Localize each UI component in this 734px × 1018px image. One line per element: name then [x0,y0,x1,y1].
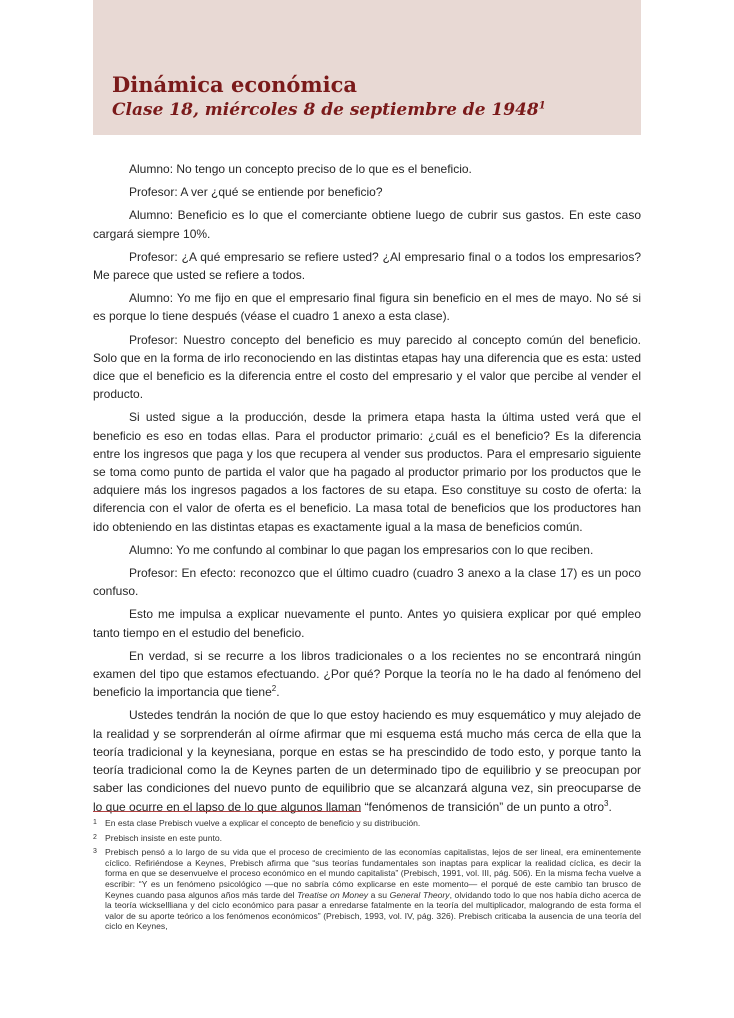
paragraph-text: En verdad, si se recurre a los libros tradicionales o a los recientes no se encontrará ningún examen del tipo que estamos efectuando. ¿Por qué? Porque la teoría no le ha dado al fenómeno del beneficio la importancia que tiene [93,648,641,700]
footnote-number: 2 [93,833,97,841]
page-title: Dinámica económica [112,72,357,97]
paragraph: Alumno: Yo me confundo al combinar lo que pagan los empresarios con lo que reciben. [129,542,594,557]
paragraph: Alumno: Beneficio es lo que el comerciante obtiene luego de cubrir sus gastos. En este caso cargará siempre 10%. [93,208,641,241]
footnote-ref-2[interactable]: 2 [271,684,277,694]
book-title: General Theory [389,889,450,900]
footnote-text-part: , olvidando todo lo que nos había dicho acerca de la teoría wicksellliana y del ciclo económico para pasar a enredarse fatalmente en la teoría del multiplicador, malogrando de esta forma el valor de su aporte teórico a los fenómenos económicos” (Prebisch, 1993, vol. IV, pág. 326). Prebisch criticaba la ausencia de una teoría del ciclo en Keynes, [105,889,641,932]
paragraph-end: . [608,799,612,814]
paragraph: Profesor: ¿A qué empresario se refiere usted? ¿Al empresario final o a todos los empresarios? Me parece que usted se refiere a todos. [93,249,641,283]
book-title: Treatise on Money [297,889,369,900]
footnote-2 [93,833,641,844]
footnote-1 [93,818,641,829]
footnote-text-part: Prebisch pensó a lo largo de su vida que el proceso de crecimiento de las economías capitalistas, lejos de ser lineal, era eminentemente cíclico. Refiriéndose a Keynes, Prebisch afirma que “sus teorías fundamentales son inaptas para explicar la realidad cíclica, es decir la forma en que se desenvuelve el proceso económico en el mundo capitalista” (Prebisch, 1991, vol. III, pág. 506). En la misma fecha vuelve a escribir: “Y es un fenómeno psicológico —que no sabría cómo explicarse en este momento— el porqué de este cambio tan brusco de Keynes cuando pasa algunos años más tarde del [105,847,641,900]
paragraph: Profesor: En efecto: reconozco que el último cuadro (cuadro 3 anexo a la clase 17) es un poco confuso. [93,566,641,599]
footnote-number: 1 [93,819,97,826]
footnote-ref-1[interactable]: 1 [538,100,546,112]
footnotes [93,818,641,936]
paragraph [93,647,641,702]
paragraph-end: . [276,685,280,700]
paragraph: Alumno: No tengo un concepto preciso de lo que es el beneficio. [129,162,472,176]
subtitle-text: Clase 18, miércoles 8 de septiembre de 1948 [112,100,539,120]
footnote-text: En esta clase Prebisch vuelve a explicar el concepto de beneficio y su distribución. [105,818,421,828]
footnote-divider [93,811,361,812]
paragraph: Esto me impulsa a explicar nuevamente el punto. Antes yo quisiera explicar por qué empleo tanto tiempo en el estudio del beneficio. [93,607,641,640]
footnote-3 [93,847,641,932]
footnote-text [105,847,641,932]
paragraph-text: Ustedes tendrán la noción de que lo que estoy haciendo es muy esquemático y muy alejado de la realidad y se sorprenderán al oírme afirmar que mi esquema está mucho más cerca de ella que la teoría tradicional y la keynesiana, porque en estas se ha prescindido de todo esto, y porque tanto la teoría tradicional como la de Keynes parten de un determinado tipo de equilibrio y se preocupan por saber las condiciones del nuevo punto de equilibrio que se alcanzará alguna vez, sin preocuparse de lo que ocurre en el lapso de lo que algunos llaman “fenómenos de transición” de un punto a otro [93,708,641,814]
body-text [93,160,641,821]
paragraph: Alumno: Yo me fijo en que el empresario final figura sin beneficio en el mes de mayo. No sé si es porque lo tiene después (véase el cuadro 1 anexo a esta clase). [93,291,641,324]
footnote-ref-3[interactable]: 3 [604,798,609,808]
footnote-text-part: a su [368,889,390,900]
footnote-text: Prebisch insiste en este punto. [105,832,223,843]
paragraph: Si usted sigue a la producción, desde la primera etapa hasta la última usted verá que el beneficio es eso en todas ellas. Para el productor primario: ¿cuál es el beneficio? Es la diferencia entre los ingresos que paga y los que recupera al vender sus productos. Para el empresario siguiente se toma como punto de partida el valor que ha pagado al productor primario por los productos que le adquiere más los ingresos pagados a los factores de su etapa. Eso constituye su costo de oferta: la diferencia con el valor de oferta es el beneficio. La masa total de beneficios que los productores han ido obteniendo en las distintas etapas es exactamente igual a la masa de beneficios común. [93,410,641,534]
footnote-number: 3 [93,848,97,856]
paragraph [93,706,641,815]
paragraph: Profesor: Nuestro concepto del beneficio es muy parecido al concepto común del beneficio. Solo que en la forma de irlo reconociendo en las distintas etapas hay una diferencia que es esta: usted dice que el beneficio es la diferencia entre el costo del empresario y el valor que percibe al vender el producto. [93,332,641,402]
page-subtitle [112,100,546,120]
paragraph: Profesor: A ver ¿qué se entiende por beneficio? [129,185,383,200]
